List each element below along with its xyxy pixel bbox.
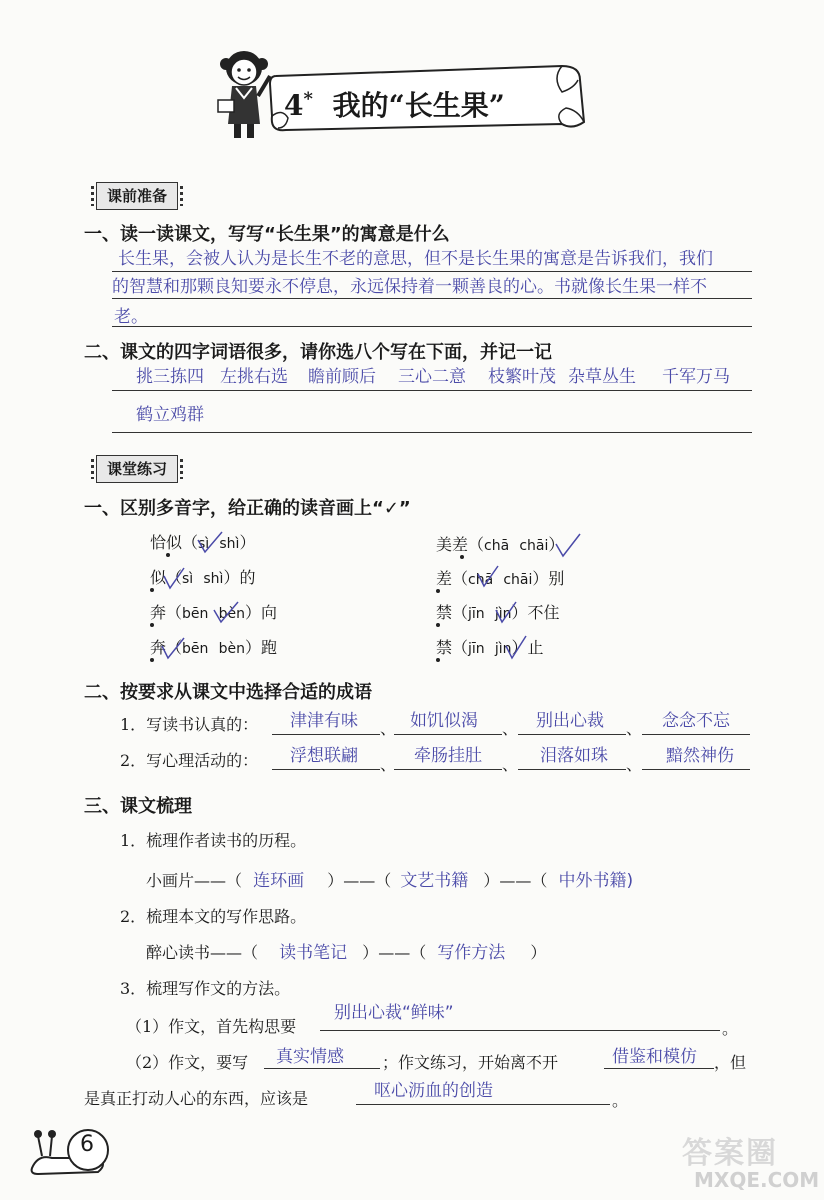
idiom-row-2-label: 2．写心理活动的： (120, 751, 259, 770)
lesson-title (284, 84, 505, 124)
emphasis-dot (150, 623, 154, 627)
answer-rule (264, 1068, 380, 1069)
idiom-answer: 黯然神伤 (666, 746, 734, 766)
flow-answer: 文艺书籍 (400, 871, 469, 891)
sub-item-1: 1．梳理作者读书的历程。 (120, 831, 307, 850)
answer-rule (112, 390, 752, 391)
polyphone-item: 差（chā chāi）别 (436, 569, 565, 588)
polyphone-item: 恰似（sì shì） (150, 533, 256, 552)
method-3-prefix: 是真正打动人心的东西，应该是 (84, 1089, 309, 1108)
method-3-answer: 呕心沥血的创造 (374, 1081, 493, 1101)
polyphone-item: 奔（bēn bèn）跑 (150, 638, 277, 657)
reading-flow: 小画片——（ 连环画 ）——（ 文艺书籍 ）——（ 中外书籍) (146, 871, 634, 891)
method-2-answer-2: 借鉴和模仿 (612, 1047, 697, 1067)
lesson-title-text: 我的“长生果” (332, 89, 505, 122)
answer-rule (112, 326, 752, 327)
idiom-answer: 如饥似渴 (410, 711, 478, 731)
flow-answer: 读书笔记 (279, 943, 348, 963)
separator: 、 (626, 719, 643, 738)
answer-rule (272, 734, 380, 735)
check-mark (212, 600, 240, 626)
polyphone-item: 禁（jīn jìn）不住 (436, 603, 560, 622)
answer-rule (604, 1068, 714, 1069)
check-mark (160, 636, 186, 662)
method-2-mid: ；作文练习，开始离不开 (382, 1053, 559, 1072)
flow-answer: 写作方法 (437, 943, 506, 963)
check-mark (162, 566, 186, 592)
lesson-number: 4 (284, 89, 304, 122)
check-mark (504, 634, 528, 662)
answer-rule (642, 769, 750, 770)
idiom-answer: 念念不忘 (662, 711, 730, 731)
answer-rule (518, 769, 626, 770)
polyphone-item: 美差（chā chāi） (436, 535, 565, 554)
emphasis-dot (436, 623, 440, 627)
idiom-answer: 别出心裁 (536, 711, 604, 731)
practice-2-stem: 二、按要求从课文中选择合适的成语 (84, 682, 372, 703)
separator: 、 (502, 755, 519, 774)
answer-rule (272, 769, 380, 770)
idiom-row-1-label: 1．写读书认真的： (120, 715, 259, 734)
emphasis-dot (166, 553, 170, 557)
practice-1-stem: 一、区别多音字，给正确的读音画上“✓” (84, 498, 411, 519)
q1-answer-line-1: 长生果，会被人认为是长生不老的意思，但不是长生果的寓意是告诉我们，我们 (118, 249, 713, 269)
polyphone-item: 似（sì shì）的 (150, 568, 256, 587)
watermark-bottom: MXQE.COM (694, 1168, 820, 1192)
answer-rule (112, 298, 752, 299)
polyphone-item: 禁（jīn jìn）止 (436, 638, 544, 657)
q2-word-2: 左挑右选 (220, 367, 288, 387)
method-1-prefix: （1）作文，首先构思要 (126, 1017, 297, 1036)
check-mark (494, 600, 518, 626)
q2-word-5: 枝繁叶茂 (488, 367, 556, 387)
q2-word-8: 鹤立鸡群 (136, 405, 204, 425)
method-2-prefix: （2）作文，要写 (126, 1053, 249, 1072)
answer-rule (394, 769, 502, 770)
emphasis-dot (460, 555, 464, 559)
method-1-answer: 别出心裁“鲜味” (334, 1003, 454, 1023)
answer-rule (642, 734, 750, 735)
snail-icon (28, 1124, 110, 1180)
answer-rule (320, 1030, 720, 1031)
sub-item-3: 3．梳理写作文的方法。 (120, 979, 291, 998)
emphasis-dot (150, 588, 154, 592)
emphasis-dot (436, 658, 440, 662)
page-number: 6 (80, 1132, 94, 1157)
check-mark (476, 564, 500, 590)
q1-answer-line-3: 老。 (114, 307, 148, 327)
separator: 、 (626, 755, 643, 774)
idiom-answer: 泪落如珠 (540, 746, 608, 766)
separator: 、 (380, 755, 397, 774)
method-2-suffix: ，但 (714, 1053, 747, 1072)
polyphone-item: 奔（bēn bèn）向 (150, 603, 277, 622)
section-tag-practice: 课堂练习 (96, 455, 178, 483)
flow-answer: 中外书籍 (558, 871, 627, 891)
answer-rule (394, 734, 502, 735)
emphasis-dot (150, 658, 154, 662)
q2-word-6: 杂草丛生 (568, 367, 636, 387)
check-mark (554, 532, 582, 560)
check-mark (196, 530, 224, 556)
flow-answer: 连环画 (253, 871, 305, 891)
q2-word-3: 瞻前顾后 (308, 367, 376, 387)
answer-rule (356, 1104, 610, 1105)
question-1-stem: 一、读一读课文，写写“长生果”的寓意是什么 (84, 224, 450, 245)
method-3-suffix: 。 (612, 1091, 629, 1110)
writing-flow: 醉心读书——（ 读书笔记 ）——（ 写作方法 ） (146, 943, 547, 963)
answer-rule (112, 432, 752, 433)
section-tag-preparation: 课前准备 (96, 182, 178, 210)
answer-rule (518, 734, 626, 735)
q2-word-1: 挑三拣四 (136, 367, 204, 387)
idiom-answer: 津津有味 (290, 711, 358, 731)
watermark-top: 答案圈 (682, 1136, 778, 1171)
q2-word-7: 千军万马 (662, 367, 730, 387)
lesson-star: * (303, 88, 313, 110)
emphasis-dot (436, 589, 440, 593)
question-2-stem: 二、课文的四字词语很多，请你选八个写在下面，并记一记 (84, 342, 552, 363)
practice-3-stem: 三、课文梳理 (84, 796, 192, 817)
idiom-answer: 浮想联翩 (290, 746, 358, 766)
method-1-suffix: 。 (722, 1019, 739, 1038)
separator: 、 (502, 719, 519, 738)
sub-item-2: 2．梳理本文的写作思路。 (120, 907, 307, 926)
q2-word-4: 三心二意 (398, 367, 466, 387)
idiom-answer: 牵肠挂肚 (414, 746, 482, 766)
q1-answer-line-2: 的智慧和那颗良知要永不停息，永远保持着一颗善良的心。书就像长生果一样不 (112, 277, 707, 297)
separator: 、 (380, 719, 397, 738)
method-2-answer-1: 真实情感 (276, 1047, 344, 1067)
